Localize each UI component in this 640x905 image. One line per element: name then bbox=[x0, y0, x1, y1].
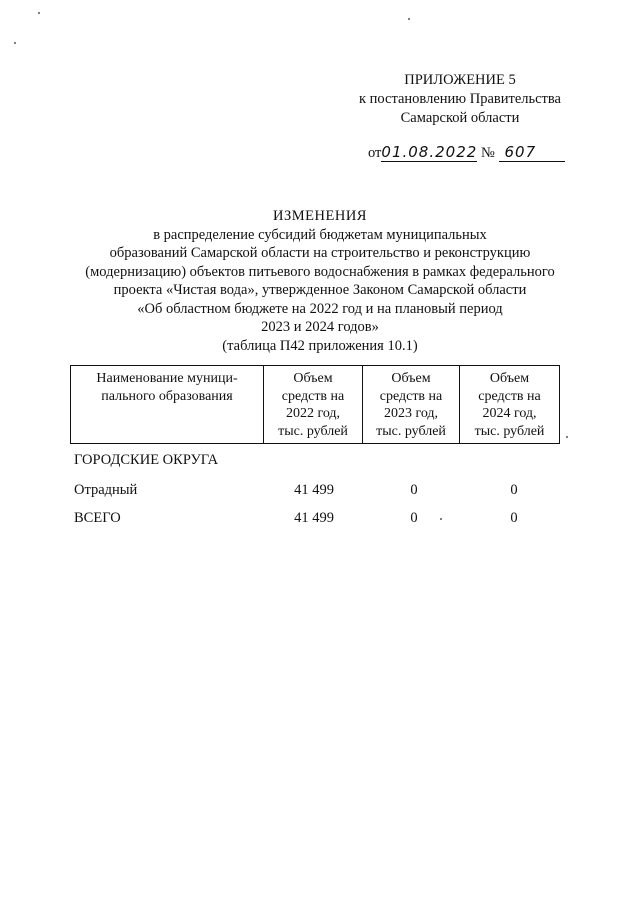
heading-line-3: (модернизацию) объектов питьевого водоснабжения в рамках федерального bbox=[85, 263, 555, 280]
section-label-urban-districts: ГОРОДСКИЕ ОКРУГА bbox=[74, 452, 219, 468]
header-2022-line-4: тыс. рублей bbox=[278, 423, 348, 439]
heading-line-2: образований Самарской области на строительство и реконструкцию bbox=[109, 245, 531, 261]
heading-line-7: (таблица П42 приложения 10.1) bbox=[222, 337, 418, 354]
header-2024-line-2: средств на bbox=[478, 388, 541, 404]
header-2023-line-1: Объем bbox=[391, 371, 431, 386]
scan-speck bbox=[38, 12, 40, 14]
header-2024-line-3: 2024 год, bbox=[482, 406, 537, 421]
row-value-2022: 41 499 bbox=[294, 510, 334, 526]
header-2023-line-4: тыс. рублей bbox=[376, 423, 446, 439]
header-2022-line-3: 2022 год, bbox=[285, 406, 341, 421]
row-value-2022: 41 499 bbox=[294, 482, 334, 498]
number-prefix: № bbox=[481, 145, 495, 161]
row-value-2023: 0 bbox=[410, 482, 418, 498]
appendix-title: ПРИЛОЖЕНИЕ 5 bbox=[404, 72, 516, 88]
scan-speck bbox=[14, 42, 16, 44]
handwritten-number: 607 bbox=[499, 143, 565, 162]
header-2023 bbox=[363, 366, 460, 444]
subsidy-table-header bbox=[70, 365, 560, 444]
header-2022-line-1: Объем bbox=[293, 371, 333, 386]
heading-line-6: 2023 и 2024 годов» bbox=[261, 319, 379, 335]
header-municipality bbox=[71, 366, 264, 444]
header-2024-line-1: Объем bbox=[489, 371, 530, 386]
header-2024 bbox=[460, 366, 560, 444]
document-heading bbox=[40, 207, 600, 355]
heading-line-5: «Об областном бюджете на 2022 год и на плановый период bbox=[137, 300, 503, 317]
header-2022 bbox=[264, 366, 363, 444]
header-2023-line-3: 2023 год, bbox=[383, 406, 439, 421]
row-name: Отрадный bbox=[74, 482, 138, 498]
header-municipality-line-1: Наименование муници- bbox=[96, 371, 238, 386]
row-value-2024: 0 bbox=[510, 482, 518, 498]
table-row bbox=[74, 482, 518, 499]
header-2022-line-2: средств на bbox=[281, 388, 345, 404]
row-value-2024: 0 bbox=[510, 510, 518, 526]
heading-title: ИЗМЕНЕНИЯ bbox=[273, 208, 367, 224]
appendix-line-1: к постановлению Правительства bbox=[359, 91, 561, 107]
header-2023-line-2: средств на bbox=[379, 388, 443, 404]
row-value-2023: 0 bbox=[410, 510, 418, 526]
table-row-total bbox=[74, 510, 518, 527]
row-name: ВСЕГО bbox=[74, 510, 121, 526]
appendix-line-2: Самарской области bbox=[400, 110, 520, 126]
header-municipality-line-2: пального образования bbox=[101, 388, 233, 404]
handwritten-date: 01.08.2022 bbox=[381, 143, 478, 161]
heading-line-1: в распределение субсидий бюджетам муниципальных bbox=[153, 226, 487, 243]
document-number-line bbox=[368, 143, 568, 162]
appendix-header bbox=[330, 71, 590, 128]
header-2024-line-4: тыс. рублей bbox=[474, 423, 545, 439]
table-header-row bbox=[71, 366, 560, 444]
heading-line-4: проекта «Чистая вода», утвержденное Законом Самарской области bbox=[113, 282, 527, 298]
date-prefix: от bbox=[368, 145, 382, 161]
scan-speck bbox=[408, 18, 410, 20]
scan-speck bbox=[566, 436, 568, 438]
